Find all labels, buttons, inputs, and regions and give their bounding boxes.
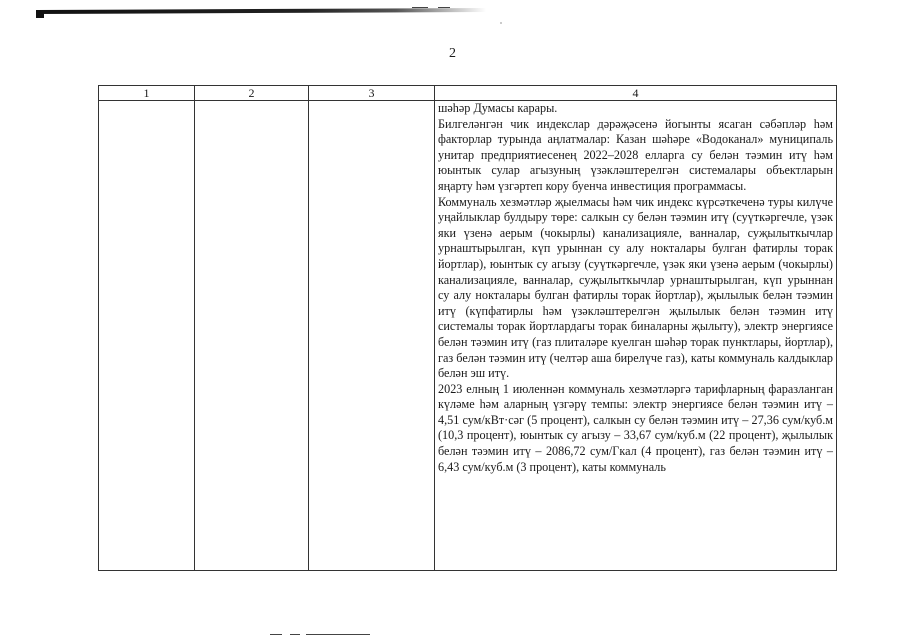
cell-col-1 [99, 101, 195, 571]
scan-dash-bottom-3 [306, 634, 370, 635]
paragraph-tariff-forecast: 2023 елның 1 июленнән коммуналь хезмәтләргә тарифларның фаразланган күләме һәм аларның үзгәрү темпы: электр энергиясе белән тәэмин итү – 4,51 сум/кВт·сәг (5 процент), салкын су белән тәэмин итү – 27,36 сум/куб.м (10,3 процент), юынтык су агызу – 33,67 сум/куб.м (22 процент), җылылык белән тәэмин итү – 2086,72 сум/Гкал (4 процент), газ белән тәэмин итү – 6,43 сум/куб.м (3 процент), каты коммуналь [438, 381, 833, 474]
column-header-4: 4 [435, 86, 837, 101]
page-number: 2 [449, 46, 456, 61]
cell-col-4 [435, 101, 837, 571]
column-header-1: 1 [99, 86, 195, 101]
scan-dash-bottom-1 [270, 634, 282, 635]
cell-col-2 [195, 101, 309, 571]
table-header-row [99, 86, 837, 101]
scan-edge-cap [36, 12, 44, 18]
paragraph-amenities-type: Коммуналь хезмәтләр җыелмасы һәм чик индекс күрсәткеченә туры килүче уңайлыклар булдыру төре: салкын су белән тәэмин итү (суүткәргечле, үзәк яки үзенә аерым (чокырлы) канализацияле, ванналар, суҗылыткычлар урнаштырылган, күп урыннан су алу нокталары булган фатирлы торак йортлар), юынтык су агызу (суүткәргечле, үзәк яки үзенә аерым (чокырлы) канализацияле, ванналар, суҗылыткычлар урнаштырылган, күп урыннан су алу нокталары булган фатирлы торак йортлар), җылылык белән тәэмин итү (күпфатирлы һәм үзәкләштерелгән җылылык белән тәэмин итү системалы торак йортлардагы торак биналарны җылыту), электр энергиясе белән тәэмин итү (газ плиталәре куелган шәһәр торак пунктлары, йортлар), газ белән тәэмин итү (челтәр аша бирелүче газ), каты коммуналь калдыклар белән эш итү. [438, 194, 833, 381]
scan-speck [500, 22, 502, 24]
column-header-3: 3 [309, 86, 435, 101]
document-table [98, 85, 837, 571]
cell-col-3 [309, 101, 435, 571]
scan-dash-top-2 [438, 7, 450, 8]
scan-dash-top-1 [412, 7, 428, 8]
paragraph-duma-decision: шәһәр Думасы карары. [438, 101, 558, 115]
paragraph-factors-explanation: Билгеләнгән чик индекслар дәрәҗәсенә йогынты ясаган сәбәпләр һәм факторлар турында аңлатмалар: Казан шәһәре «Водоканал» муниципаль унитар предприятиесенең 2022–2028 елларга су белән тәэмин итү һәм юынтык сулар агызуның үзәкләштерелгән системалары объектларын яңарту һәм үзгәртеп кору буенча инвестиция программасы. [438, 116, 833, 193]
table-row [99, 101, 837, 571]
cell-col-4-text [435, 101, 836, 570]
scan-edge-mark [36, 8, 486, 14]
scan-dash-bottom-2 [290, 634, 300, 635]
column-header-2: 2 [195, 86, 309, 101]
